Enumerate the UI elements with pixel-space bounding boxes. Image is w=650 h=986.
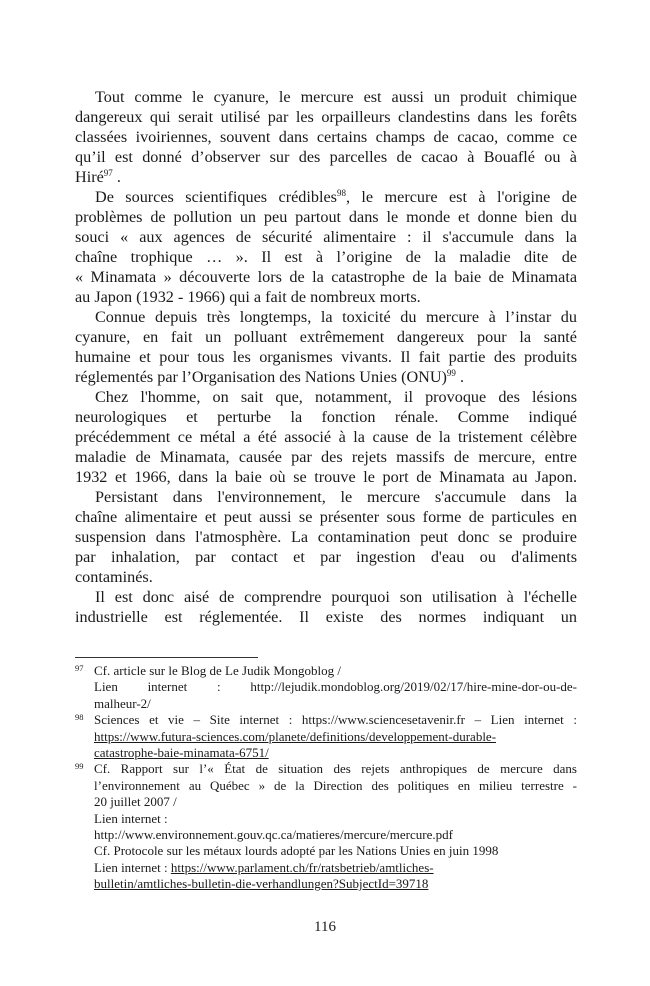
text-run: par inhalation, par contact et par ingestion d'eau ou d'aliments [75, 548, 577, 566]
body-line [75, 407, 577, 427]
text-run: Il est donc aisé de comprendre pourquoi son utilisation à l'échelle [95, 588, 577, 606]
body-line [75, 607, 577, 627]
footnote-line [75, 712, 577, 728]
footnote-line [75, 794, 577, 810]
text-run: Lien internet : [94, 810, 168, 826]
footnote-line [75, 778, 577, 794]
footnote-line [75, 811, 577, 827]
text-run: « Minamata » découverte lors de la catastrophe de la baie de Minamata [75, 268, 577, 286]
body-line [75, 327, 577, 347]
text-run: . [455, 368, 465, 386]
footnote-number: 98 [75, 712, 84, 723]
text-run: précédemment ce métal a été associé à la cause de la tristement célèbre [75, 428, 577, 446]
text-run: souci « aux agences de sécurité alimentaire : il s'accumule dans la [75, 228, 577, 246]
text-run: Chez l'homme, on sait que, notamment, il provoque des lésions [95, 388, 577, 406]
body-line [75, 307, 577, 327]
text-run: Connue depuis très longtemps, la toxicité du mercure à l’instar du [95, 308, 577, 326]
text-run: malheur-2/ [94, 695, 151, 711]
footnote-reference[interactable]: 99 [446, 368, 456, 378]
text-run: chaîne trophique … ». Il est à l’origine de la maladie dite de [75, 248, 577, 266]
body-line [75, 447, 577, 467]
text-run: contaminés. [75, 568, 153, 586]
text-run: dangereux qui serait utilisé par les orpailleurs clandestins dans les forêts [75, 108, 577, 126]
footnote-line [75, 876, 577, 892]
body-line [75, 167, 577, 187]
page-number: 116 [314, 919, 336, 935]
body-line [75, 267, 577, 287]
text-run: De sources scientifiques crédibles [95, 188, 337, 206]
text-run: Cf. Protocole sur les métaux lourds adopté par les Nations Unies en juin 1998 [94, 843, 499, 859]
text-run: Persistant dans l'environnement, le mercure s'accumule dans la [95, 488, 577, 506]
body-line [75, 587, 577, 607]
footnote-reference[interactable]: 97 [103, 168, 113, 178]
footnote-line [75, 663, 577, 679]
footnote-reference[interactable]: 98 [336, 188, 346, 198]
body-line [75, 87, 577, 107]
body-line [75, 247, 577, 267]
text-run: 1932 et 1966, dans la baie où se trouve le port de Minamata au Japon. [75, 468, 577, 486]
body-line [75, 467, 577, 487]
body-line [75, 487, 577, 507]
body-line [75, 567, 577, 587]
text-run: cyanure, en fait un polluant extrêmement dangereux pour la santé [75, 328, 577, 346]
body-line [75, 147, 577, 167]
text-run: l’environnement au Québec » de la Direction des politiques en milieu terrestre - [94, 777, 577, 793]
body-line [75, 527, 577, 547]
footnotes [75, 663, 577, 892]
footnote-link[interactable]: catastrophe-baie-minamata-6751/ [94, 744, 269, 760]
footnote-line [75, 827, 577, 843]
text-run: humaine et pour tous les organismes vivants. Il fait partie des produits [75, 348, 577, 366]
text-run: Cf. Rapport sur l’« État de situation des rejets anthropiques de mercure dans [94, 761, 577, 777]
footnote-line [75, 843, 577, 859]
body-line [75, 347, 577, 367]
text-run: http://www.environnement.gouv.qc.ca/matieres/mercure/mercure.pdf [94, 826, 453, 842]
text-run: Cf. article sur le Blog de Le Judik Mongoblog / [94, 663, 341, 678]
body-text [75, 87, 577, 627]
body-line [75, 107, 577, 127]
body-line [75, 387, 577, 407]
body-line [75, 547, 577, 567]
body-line [75, 187, 577, 207]
text-run: Sciences et vie – Site internet : https://www.sciencesetavenir.fr – Lien internet : [94, 712, 577, 728]
text-run: classées ivoiriennes, souvent dans certains champs de cacao, comme ce [75, 128, 577, 146]
text-run: Lien internet : [94, 859, 171, 875]
footnote-separator [75, 657, 258, 658]
footnote-number: 99 [75, 761, 84, 772]
footnote-line [75, 761, 577, 777]
text-run: , le mercure est à l'origine de [345, 188, 577, 206]
text-run: suspension dans l'atmosphère. La contamination peut donc se produire [75, 528, 577, 546]
text-run: . [112, 168, 121, 186]
body-line [75, 287, 577, 307]
text-run: Tout comme le cyanure, le mercure est aussi un produit chimique [95, 88, 577, 106]
body-line [75, 507, 577, 527]
footnote-link[interactable]: https://www.futura-sciences.com/planete/definitions/developpement-durable- [94, 728, 497, 744]
body-line [75, 427, 577, 447]
text-run: neurologiques et perturbe la fonction rénale. Comme indiqué [75, 408, 577, 426]
text-run: Lien internet : http://lejudik.mondoblog.org/2019/02/17/hire-mine-dor-ou-de- [94, 679, 577, 695]
footnote-link[interactable]: bulletin/amtliches-bulletin-die-verhandlungen?SubjectId=39718 [94, 876, 429, 892]
footnote-line [75, 729, 577, 745]
text-run: chaîne alimentaire et peut aussi se présenter sous forme de particules en [75, 508, 577, 526]
text-run: réglementés par l’Organisation des Nations Unies (ONU) [75, 368, 447, 386]
text-run: qu’il est donné d’observer sur des parcelles de cacao à Bouaflé ou à [75, 148, 577, 166]
text-run: industrielle est réglementée. Il existe des normes indiquant un [75, 608, 577, 626]
body-line [75, 367, 577, 387]
text-run: au Japon (1932 - 1966) qui a fait de nombreux morts. [75, 288, 421, 306]
body-line [75, 207, 577, 227]
footnote-line [75, 860, 577, 876]
footnote-line [75, 679, 577, 695]
footnote-link[interactable]: https://www.parlament.ch/fr/ratsbetrieb/amtliches- [170, 859, 434, 875]
footnote-line [75, 745, 577, 761]
footnote-line [75, 696, 577, 712]
body-line [75, 227, 577, 247]
text-run: Hiré [75, 168, 104, 186]
text-run: 20 juillet 2007 / [94, 794, 177, 810]
body-line [75, 127, 577, 147]
text-run: problèmes de pollution un peu partout dans le monde et donne bien du [75, 208, 577, 226]
text-run: maladie de Minamata, causée par des rejets massifs de mercure, entre [75, 448, 577, 466]
footnote-number: 97 [75, 663, 84, 673]
